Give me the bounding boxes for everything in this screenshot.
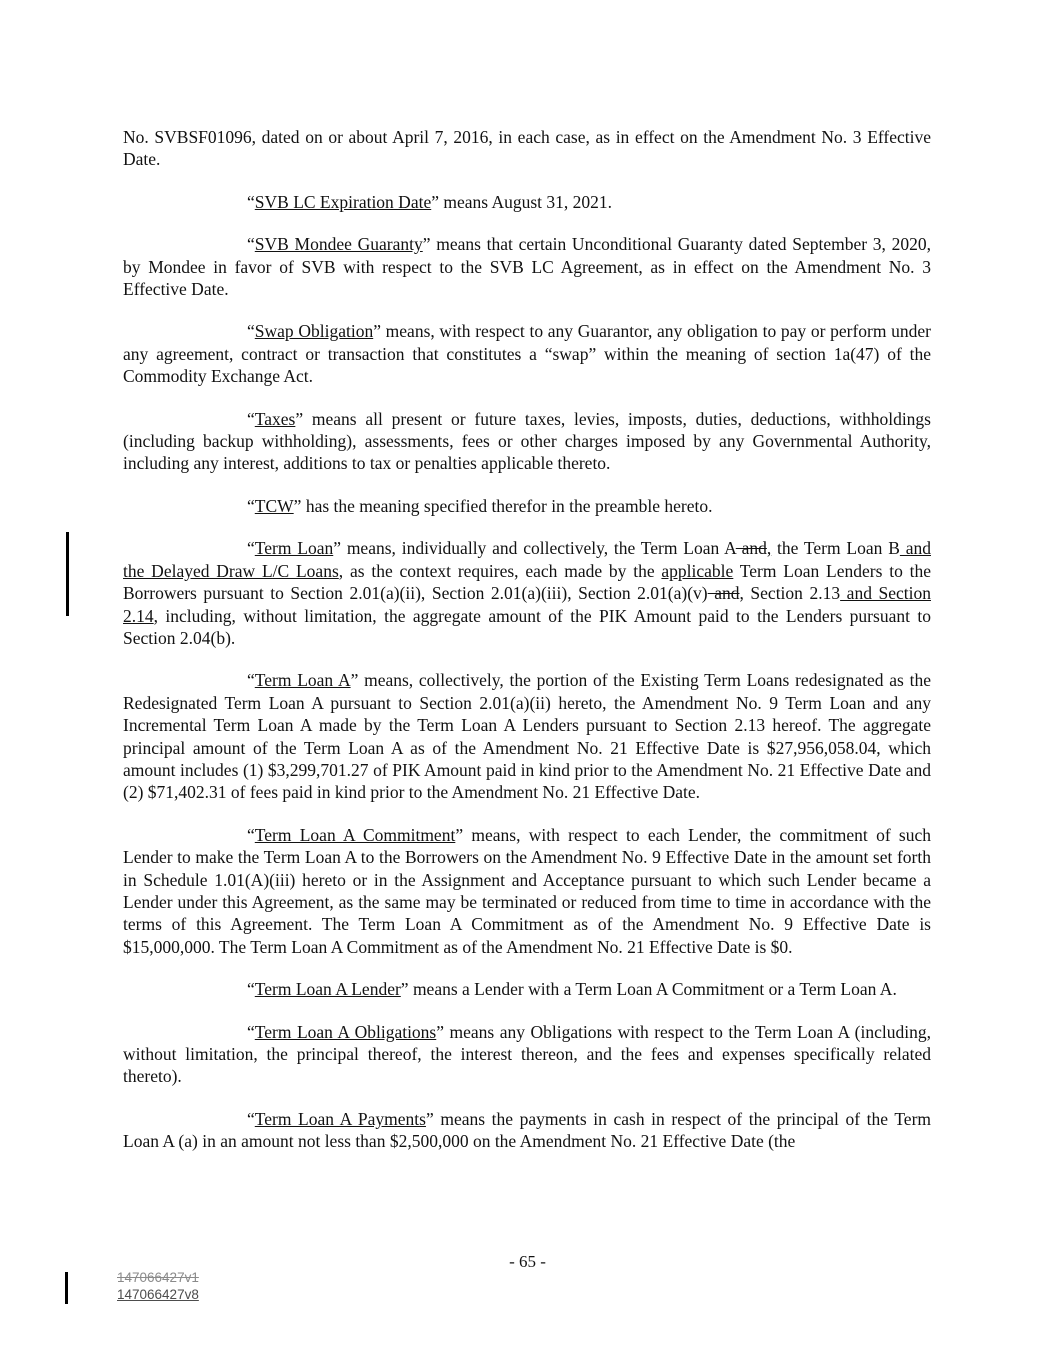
document-version-ids xyxy=(117,1269,199,1303)
paragraph xyxy=(123,537,931,649)
text-run: “ xyxy=(247,1021,255,1042)
paragraph xyxy=(123,408,931,475)
defined-term: SVB Mondee Guaranty xyxy=(254,234,423,255)
inserted-text: applicable xyxy=(661,560,734,581)
paragraph xyxy=(123,126,931,171)
inserted-text: , xyxy=(766,538,772,559)
text-run: “ xyxy=(247,979,255,1000)
paragraph xyxy=(123,1021,931,1088)
text-run: ” has the meaning specified therefor in the preamble hereto. xyxy=(293,495,713,516)
paragraph xyxy=(123,233,931,300)
text-run: “ xyxy=(247,191,255,212)
change-bar xyxy=(66,532,69,616)
doc-id-new: 147066427v8 xyxy=(117,1287,199,1302)
defined-term: Taxes xyxy=(254,408,296,429)
text-run: , as the context requires, each made by the xyxy=(338,560,662,581)
inserted-text: , xyxy=(739,583,744,604)
paragraph xyxy=(123,978,931,1000)
doc-id-old: 147066427v1 xyxy=(117,1270,199,1285)
text-run: Section 2.13 xyxy=(743,583,841,604)
text-run: “ xyxy=(247,670,255,691)
text-run: “ xyxy=(247,408,255,429)
paragraph xyxy=(123,191,931,213)
inserted-text: and Section 2.14 xyxy=(123,583,931,626)
paragraph xyxy=(123,669,931,803)
paragraph xyxy=(123,1108,931,1153)
text-run: ” means that certain Unconditional Guaranty dated September 3, 2020, by Mondee in favor of SVB with respect to the SVB LC Agreement, as in effect on the Amendment No. 3 Effective Date. xyxy=(123,234,931,300)
text-run: “ xyxy=(247,824,255,845)
document-body xyxy=(123,126,931,1173)
defined-term: Term Loan A Payments xyxy=(254,1108,426,1129)
text-run: , including, without limitation, the aggregate amount of the PIK Amount paid to the Lenders pursuant to Section 2.04(b). xyxy=(123,605,931,648)
text-run: “ xyxy=(247,321,255,342)
text-run: ” means August 31, 2021. xyxy=(431,191,613,212)
defined-term: Term Loan A Commitment xyxy=(254,824,456,845)
defined-term: Term Loan xyxy=(254,538,334,559)
text-run: Term Loan Lenders to the Borrowers pursuant to Section 2.01(a)(ii), Section 2.01(a)(iii), Section 2.01(a)(v) xyxy=(123,560,932,604)
inserted-text: and the Delayed Draw L/C Loans xyxy=(123,538,931,581)
text-run: the Term Loan B xyxy=(771,538,900,559)
text-run: “ xyxy=(247,234,255,255)
paragraph xyxy=(123,320,931,387)
text-run: “ xyxy=(247,538,255,559)
text-run: “ xyxy=(247,495,255,516)
text-run: ” means, individually and collectively, the Term Loan A xyxy=(333,538,736,559)
defined-term: TCW xyxy=(254,495,294,516)
defined-term: Term Loan A Obligations xyxy=(254,1021,437,1042)
text-run: ” means, with respect to each Lender, the commitment of such Lender to make the Term Loan A to the Borrowers on the Amendment No. 9 Effective Date in the amount set forth in Schedule 1.01(A)(iii) hereto or in the Assignment and Acceptance pursuant to which such Lender became a Lender under this Agreement, as the same may be terminated or reduced from time to time in accordance with the terms of this Agreement. The Term Loan A Commitment as of the Amendment No. 9 Effective Date is $15,000,000. The Term Loan A Commitment as of the Amendment No. 21 Effective Date is $0. xyxy=(123,824,932,957)
text-run: No. SVBSF01096, dated on or about April 7, 2016, in each case, as in effect on the Amendment No. 3 Effective Date. xyxy=(123,127,931,170)
paragraph xyxy=(123,824,931,958)
deleted-text: and xyxy=(735,538,767,559)
text-run: ” means, collectively, the portion of the Existing Term Loans redesignated as the Redesignated Term Loan A pursuant to Section 2.01(a)(ii) hereto, the Amendment No. 9 Term Loan and any Incremental Term Loan A made by the Term Loan A Lenders pursuant to Section 2.13 hereof. The aggregate principal amount of the Term Loan A as of the Amendment No. 21 Effective Date is $27,956,058.04, which amount includes (1) $3,299,701.27 of PIK Amount paid in kind prior to the Amendment No. 21 Effective Date and (2) $71,402.31 of fees paid in kind prior to the Amendment No. 21 Effective Date. xyxy=(123,670,931,803)
change-bar xyxy=(65,1272,68,1304)
defined-term: Swap Obligation xyxy=(254,321,374,342)
text-run: “ xyxy=(247,1108,255,1129)
defined-term: SVB LC Expiration Date xyxy=(254,191,432,212)
text-run: ” means all present or future taxes, levies, imposts, duties, deductions, withholdings (including backup withholding), assessments, fees or other charges imposed by any Governmental Authority, including any interest, additions to tax or penalties applicable thereto. xyxy=(123,408,931,474)
text-run: ” means a Lender with a Term Loan A Commitment or a Term Loan A. xyxy=(400,979,897,1000)
text-run: ” means, with respect to any Guarantor, any obligation to pay or perform under any agreement, contract or transaction that constitutes a “swap” within the meaning of section 1a(47) of the Commodity Exchange Act. xyxy=(123,321,932,387)
text-run: ” means any Obligations with respect to the Term Loan A (including, without limitation, the principal thereof, the interest thereon, and the fees and expenses specifically related thereto). xyxy=(123,1021,931,1087)
deleted-text: and xyxy=(707,583,740,604)
paragraph xyxy=(123,495,931,517)
defined-term: Term Loan A xyxy=(254,670,351,691)
text-run: ” means the payments in cash in respect of the principal of the Term Loan A (a) in an amount not less than $2,500,000 on the Amendment No. 21 Effective Date (the xyxy=(123,1108,932,1152)
page-number: - 65 - xyxy=(509,1252,546,1271)
defined-term: Term Loan A Lender xyxy=(254,979,401,1000)
